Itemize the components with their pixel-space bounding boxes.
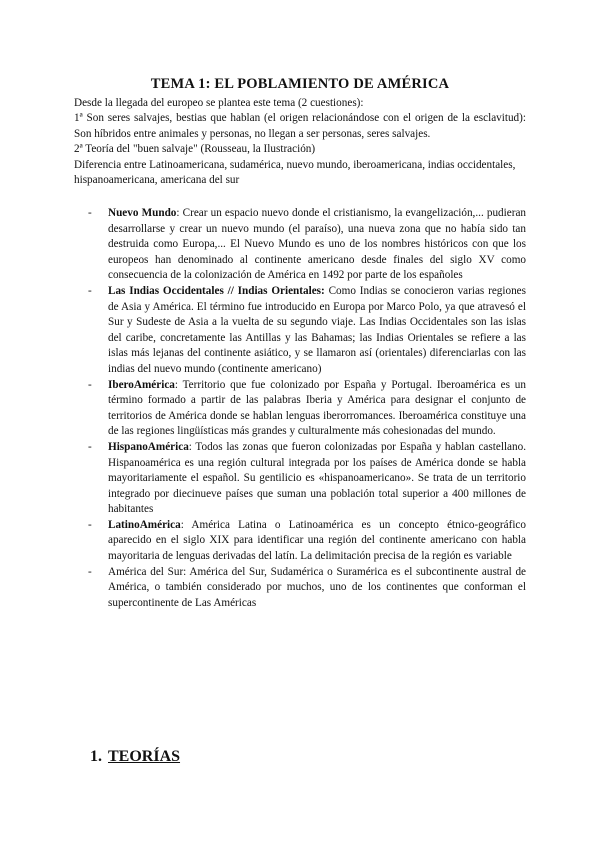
item-term: Las Indias Occidentales // Indias Orientales:	[108, 284, 325, 297]
bullet-dash: -	[88, 565, 92, 578]
list-item	[86, 378, 526, 440]
intro-block	[74, 96, 526, 188]
section-number: 1.	[90, 748, 102, 765]
section-heading	[90, 748, 180, 766]
bullet-dash: -	[88, 284, 92, 297]
definition-list	[86, 206, 526, 611]
intro-line: Diferencia entre Latinoamericana, sudamérica, nuevo mundo, iberoamericana, indias occidentales, hispanoamericana, americana del sur	[74, 158, 516, 187]
item-term: HispanoAmérica	[108, 440, 189, 453]
item-text: Como Indias se conocieron varias regiones de Asia y América. El término fue introducido en Europa por Marco Polo, ya que atravesó el Sur y Sudeste de Asia a la vuelta de su segundo viaje. Las Indias Occidentales son las islas del caribe, concretamente las Antillas y las Bahamas; las Indias Orientales se refiere a las islas más lejanas del continente asiático, y se llamaron así (orientales) diferenciarlas con las indias del nuevo mundo (continente americano)	[108, 284, 526, 375]
item-term: Nuevo Mundo	[108, 207, 177, 219]
item-text: : Todos las zonas que fueron colonizadas por España y hablan castellano. Hispanoamérica es una región cultural integrada por los países de América donde se habla mayoritariamente el español. Su gentilicio es «hispanoamericano». Se trata de un territorio integrado por diecinueve países que suman una población total superior a 400 millones de habitantes	[108, 440, 526, 516]
section-title: TEORÍAS	[108, 748, 181, 765]
intro-line: 1ª Son seres salvajes, bestias que hablan (el origen relacionándose con el origen de la esclavitud): Son híbridos entre animales y personas, no llegan a ser personas, seres salvajes.	[74, 112, 526, 140]
list-item	[86, 284, 526, 378]
bullet-dash: -	[88, 378, 92, 391]
list-item	[86, 440, 526, 518]
item-term: IberoAmérica	[108, 378, 175, 391]
intro-line: 2ª Teoría del "buen salvaje" (Rousseau, la Ilustración)	[74, 143, 316, 156]
bullet-dash: -	[88, 518, 92, 531]
list-item	[86, 518, 526, 565]
intro-line: Desde la llegada del europeo se plantea este tema (2 cuestiones):	[74, 97, 364, 109]
page-title: TEMA 1: EL POBLAMIENTO DE AMÉRICA	[150, 76, 450, 92]
item-term: LatinoAmérica	[108, 518, 181, 531]
item-text: : América Latina o Latinoamérica es un concepto étnico-geográfico aparecido en el siglo XIX para identificar una región del continente americano con habla mayoritaria de lenguas derivadas del latín. La delimitación precisa de la región es variable	[108, 518, 526, 563]
bullet-dash: -	[88, 440, 92, 453]
item-text: : Crear un espacio nuevo donde el cristianismo, la evangelización,... pudieran desarrollarse y crear un nuevo mundo (el paraíso), una nueva zona que no había sido tan destruida como Europa,... El Nuevo Mundo es uno de los nombres históricos con que los europeos han denominado al continente americano desde finales del siglo XV como consecuencia de la colonización de América en 1492 por parte de los españoles	[108, 207, 526, 282]
list-item	[86, 565, 526, 612]
list-item	[86, 206, 526, 284]
item-text: : Territorio que fue colonizado por España y Portugal. Iberoamérica es un término formado a partir de las palabras Iberia y América para designar el conjunto de territorios de América donde se hablan lenguas iberorromances. Iberoamérica constituye una de las regiones lingüísticas más grandes y culturalmente más cohesionadas del mundo.	[108, 378, 526, 438]
item-text: América del Sur: América del Sur, Sudamérica o Suramérica es el subcontinente austral de América, o también considerado por muchos, uno de los continentes que conforman el supercontinente de Las Américas	[108, 565, 526, 609]
bullet-dash: -	[88, 207, 92, 219]
